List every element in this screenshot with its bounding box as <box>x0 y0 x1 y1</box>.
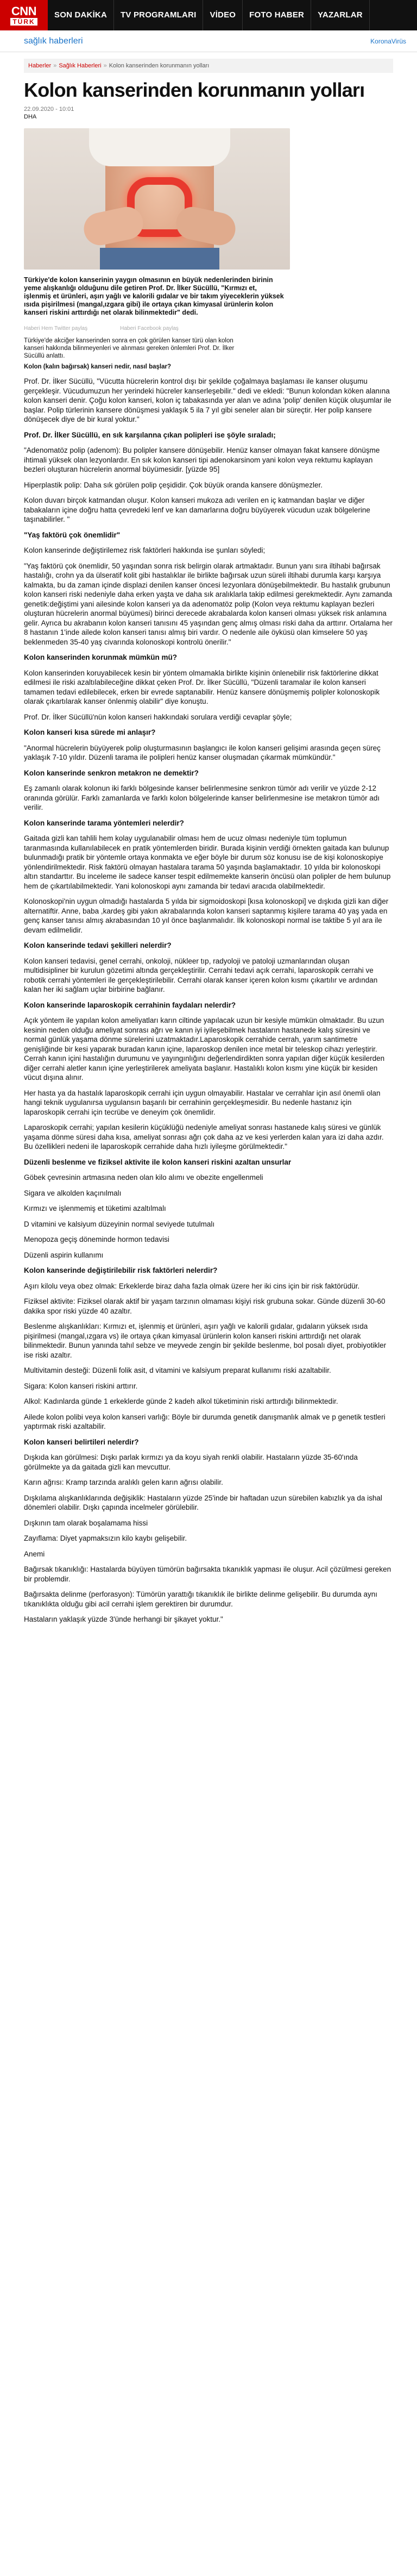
breadcrumb-separator: » <box>53 62 57 69</box>
article-subheading: "Yaş faktörü çok önemlidir" <box>24 530 121 539</box>
nav-tv-programlari[interactable]: TV PROGRAMLARI <box>114 0 203 30</box>
article-paragraph: Bağırsakta delinme (perforasyon): Tümörün yarattığı tıkanıklık ile birlikte delinme gelişebilir. Bu durumda aynı tıkanıklıkta olduğu gibi acil cerrahi işlem gerektiren bir durumdur. <box>24 1590 378 1608</box>
article-meta <box>24 105 393 121</box>
breadcrumb-current: Kolon kanserinden korunmanın yolları <box>109 62 210 69</box>
article-paragraph: Göbek çevresinin artmasına neden olan kilo alımı ve obezite engellenmeli <box>24 1173 263 1181</box>
article-paragraph: Kolon kanserinde değiştirilemez risk faktörleri hakkında ise şunları söyledi; <box>24 546 266 554</box>
article-paragraph: Beslenme alışkanlıkları: Kırmızı et, işlenmiş et ürünleri, aşırı yağlı ve kalorili gıdalar, gıdaların yüksek ısıda pişirilmesi (mangal,ızgara vs) ile ortaya çıkan kimyasal ürünlerin kolon kanseri riskini arttırdığı net olarak bilinmektedir. Bunun yanında tahıl sebze ve meyvede zengin bir şekilde beslenme, bol posalı diyet, probiyotikler ise riski azaltır. <box>24 1322 387 1359</box>
article-paragraph: Kolonoskopi'nin uygun olmadığı hastalarda 5 yılda bir sigmoidoskopi [kısa kolonoskopi] ve dışkıda gizli kan diğer alternatiftir. Anne, baba ,kardeş gibi yakın akrabalarında kolon kanseri saptanmış kişilere tarama 40 yaş yada en genç kanser tanısı almış akrabasından 10 yıl önce başlanmalıdır. İlk kolonoskopi normal ise taktibe 5 yıl ara ile devam edilmelidir. <box>24 897 389 934</box>
article-paragraph: D vitamini ve kalsiyum düzeyinin normal seviyede tutulmalı <box>24 1220 215 1228</box>
article-paragraph: Kolon kanseri tedavisi, genel cerrahi, onkoloji, nükleer tıp, radyoloji ve patoloji uzmanlarından oluşan multidisipliner bir kurulun gözetimi altında gerçekleştirilir. Cerrahi tedavi açık cerrahi, laparoskopik cerrahi ve robotik cerrahi yöntemleri ile gerçekleştirilebilir. Cerrahi olarak kanser içeren kolon kısmı çıkartılır ve ardından kalan her iki sağlam uçlar birbirine bağlanır. <box>24 956 378 993</box>
article-subheading: Kolon kanserinde laparoskopik cerrahinin faydaları nelerdir? <box>24 1001 236 1009</box>
article-paragraph: Dışkılama alışkanlıklarında değişiklik: Hastaların yüzde 25'inde bir haftadan uzun sürebilen kabızlık ya da ishal dönemleri olabilir. Dışkı çapında incelmeler görülebilir. <box>24 1493 382 1511</box>
article-paragraph: Laparoskopik cerrahi; yapılan kesilerin küçüklüğü nedeniyle ameliyat sonrası hastanede kalış süresi ve günlük yaşama dönme süresi daha kısa, ameliyat sonrası ağrı çok daha az ve kesi yerlerden kalan yara izi daha azdır. Bu özellikleri nedeni ile laparoskopik cerrahide daha hızlı iyileşme görülmektedir." <box>24 1123 384 1151</box>
share-twitter-link[interactable]: Haberi Hem Twitter paylaş <box>24 326 88 332</box>
article-date: 22.09.2020 - 10:01 <box>24 106 74 112</box>
hero-pants-shape <box>100 248 219 270</box>
top-navigation-bar <box>0 0 417 30</box>
article-paragraph: Sigara: Kolon kanseri riskini arttırır. <box>24 1381 138 1390</box>
article-subheading: Kolon kanseri kısa sürede mi anlaşır? <box>24 728 156 736</box>
logo-text-cnn: CNN <box>11 4 37 18</box>
article-paragraph: Alkol: Kadınlarda günde 1 erkeklerde günde 2 kadeh alkol tüketiminin riski arttırdığı bilinmektedir. <box>24 1397 338 1405</box>
article-hero-image <box>24 128 290 270</box>
article-paragraph: Her hasta ya da hastalık laparoskopik cerrahi için uygun olmayabilir. Hastalar ve cerrahlar için asıl önemli olan hangi teknik uygulanırsa uygulansın başarılı bir cerrahinin gerçekleşmesidir. Bu nedenle hastanız için laparoskopik cerrahi için tecrübe ve deneyim çok önemlidir. <box>24 1089 381 1116</box>
article-paragraph: "Yaş faktörü çok önemlidir, 50 yaşından sonra risk belirgin olarak artmaktadır. Bunun yanı sıra iltihabi bağırsak hastalığı, crohn ya da ülseratif kolit gibi hastalıklar ile birlikte bağırsak uzun süreli iltihabi durumla karşı karşıya kalmakta, bu da zaman içinde displazi denilen kanser öncesi lezyonlara dönüşebilmektedir. Bu hastalık grubunun kolon kanseri riski nedeniyle daha erken yaşta ve daha sık aralıklarla takip edilmesi gerekmektedir. Aynı zamanda genetik:değiştimi yani ailesinde kolon kanseri ya da adenomatöz polip (Kolon veya rektumu kaplayan bezleri oluşturan hücrelerin anormal büyümesi) birinci derecede akrabalarda kolon kanseri olması yüksek risk anlamına gelir. Ayrıca bu akrabanın kolon kanseri tanısını 45 yaşından genç almış olması riski daha da arttırır. Ortalama her 8 hastanın 1'inde ailede kolon kanseri tanısı almış biri vardır. O nedenle aile öyküsü olan kimselere 50 yaş beklenmeden 35-40 yaş civarında kolonoskopi kontrolü önerilir." <box>24 561 393 646</box>
article-paragraph: Eş zamanlı olarak kolonun iki farklı bölgesinde kanser belirlenmesine senkron tümör adı verilir ve yüzde 2-12 oranında görülür. Farklı zamanlarda ve farklı kolon bölgelerinde kanser belirlenmesine ise metakron tümör adı verilir. <box>24 784 380 811</box>
article-paragraph: Dışkının tam olarak boşalamama hissi <box>24 1518 148 1527</box>
article-subheading: Kolon kanserinden korunmak mümkün mü? <box>24 653 178 661</box>
nav-son-dakika[interactable]: SON DAKİKA <box>48 0 114 30</box>
article-source: DHA <box>24 114 37 120</box>
article-paragraph: Aşırı kilolu veya obez olmak: Erkeklerde biraz daha fazla olmak üzere her iki cins için bir risk faktörüdür. <box>24 1281 360 1290</box>
nav-yazarlar[interactable]: YAZARLAR <box>311 0 370 30</box>
article-paragraph: Fiziksel aktivite: Fiziksel olarak aktif bir yaşam tarzının olmaması kişiyi risk grubuna sokar. Günde düzenli 30-60 dakika spor riski yüzde 40 azaltır. <box>24 1297 386 1315</box>
article-subheading: Kolon kanseri belirtileri nelerdir? <box>24 1437 139 1446</box>
article-paragraph: Hiperplastik polip: Daha sık görülen polip çeşididir. Çok büyük oranda kansere dönüşmezler. <box>24 480 323 489</box>
article-paragraph: Prof. Dr. İlker Sücüllü'nün kolon kanseri hakkındaki sorulara verdiği cevaplar şöyle; <box>24 712 292 721</box>
nav-foto-haber[interactable]: FOTO HABER <box>243 0 311 30</box>
hero-shirt-shape <box>89 128 230 166</box>
logo-text-turk: TÜRK <box>10 18 37 26</box>
share-facebook-link[interactable]: Haberi Facebook paylaş <box>120 326 179 332</box>
article-body <box>24 377 393 1624</box>
article-paragraph: "Adenomatöz polip (adenom): Bu polipler kansere dönüşebilir. Henüz kanser olmayan fakat kansere dönüşme ihtimali yüksek olan lezyonlardır. En sık kolon kanseri tipi adenokarsinom yani kolon veya rektumu kaplayan bezleri oluşturan hücrelerin anormal büyümesidir. [yüzde 95] <box>24 446 380 473</box>
article-paragraph: Sigara ve alkolden kaçınılmalı <box>24 1189 122 1197</box>
share-links <box>24 326 393 332</box>
article-subheading: Prof. Dr. İlker Sücüllü, en sık karşılanna çıkan polipleri ise şöyle sıraladı; <box>24 430 276 439</box>
article-paragraph: Ailede kolon polibi veya kolon kanseri varlığı: Böyle bir durumda genetik danışmanlık almak ve p genetik testleri yaptırmak riski azaltabilir. <box>24 1412 386 1430</box>
article-paragraph: Gaitada gizli kan tahlili hem kolay uygulanabilir olması hem de ucuz olması nedeniyle tüm toplumun taranmasında kullanılabilecek en pratik yöntemlerden biridir. Burada kişinin verdiği örnekten gaitada kan bulunup bulunmadığı pratik bir yöntemle ortaya konmakta ve eğer böyle bir durum söz konusu ise de kişi kolonoskopiye yönlendirilmektedir. Risk faktörü olmayan hastalara tarama 50 yaşında başlamaktadır. 10 yılda bir kolonoskopi altın standarttır. Bu inceleme ile sadece kanser tespit edilmemekte kanserin öncüsü olan polipler de hem bulunup hem de çıkartılabilmektedir. Yani kolonoskopi aynı zamanda bir tedavi aracıda olabilmektedir. <box>24 834 391 890</box>
main-nav <box>48 0 370 30</box>
article-paragraph: Açık yöntem ile yapılan kolon ameliyatları karın ciltinde yapılacak uzun bir kesiyle mümkün olmaktadır. Bu uzun kesinin neden olduğu ameliyat sonrası ağrı ve kanın iyi iyileşebilmek hastaların hastanede kalış süresini ve normal günlük yaşama dönme sürelerini uzatmaktadır.Laparoskopik cerrahide cerrah, yarım santimetre genişliğinde bir kesi yaparak buradan kanın içine, laparoskop denilen ince metal bir teleskop cihazı yerleştirir. Cerrah kanın içini hastalığın durumunu ve yayıngınlığını değerlendirdikten sonra yapılan diğer küçük kesilerden diğer cerrahi aletler kanın içine yerleştirilerek ameliyata başlanır. Hastalıklı kolon kısmı yine küçük bir kesiden vücut dışına alınır. <box>24 1016 385 1081</box>
article-paragraph: Düzenli aspirin kullanımı <box>24 1251 104 1259</box>
breadcrumb-separator: » <box>103 62 107 69</box>
breadcrumb <box>24 59 393 73</box>
article-paragraph: Menopoza geçiş döneminde hormon tedavisi <box>24 1235 169 1243</box>
breadcrumb-haberler[interactable]: Haberler <box>28 62 52 69</box>
category-bar <box>0 30 417 52</box>
article-subheading: Kolon kanserinde tedavi şekilleri nelerdir? <box>24 941 172 949</box>
article-paragraph: Kırmızı ve işlenmemiş et tüketimi azaltılmalı <box>24 1204 166 1212</box>
category-link[interactable]: sağlık haberleri <box>24 36 83 46</box>
article-paragraph: Kolon duvarı birçok katmandan oluşur. Kolon kanseri mukoza adı verilen en iç katmandan başlar ve diğer tabakaların içine doğru hatta çevredeki lenf ve kan damarlarına doğru büyüyerek vücudun uzak bölgelerine taşınabilirler. " <box>24 496 370 523</box>
article-paragraph: Prof. Dr. İlker Sücüllü, "Vücutta hücrelerin kontrol dışı bir şekilde çoğalmaya başlaması ile kanser oluşumu gerçekleşir. Vücudumuzun her yerindeki hücreler kanserleşebilir." dedi ve ekledi: "Bunun kolondan köken alanına kolon kanseri denir. Çoğu kolon kanseri, kolon iç tabakasında yer alan ve adına 'polip' denilen küçük oluşumlar ile başlar. Polip türlerinin kansere dönüşmesi yaklaşık 5 ila 7 yıl gibi seneler alan bir süreçtir. Her polip kansere dönüşecek diye de bir kural yoktur." <box>24 377 391 423</box>
article-paragraph: Bağırsak tıkanıklığı: Hastalarda büyüyen tümörün bağırsakta tıkanıklık yapması ile oluşur. Acil çözülmesi gereken bir problemdir. <box>24 1565 391 1583</box>
article-paragraph: Zayıflama: Diyet yapmaksızın kilo kaybı gelişebilir. <box>24 1534 187 1542</box>
article-title: Kolon kanserinden korunmanın yolları <box>24 79 365 101</box>
breadcrumb-saglik-haberleri[interactable]: Sağlık Haberleri <box>59 62 102 69</box>
article-paragraph: Kolon kanserinden koruyabilecek kesin bir yöntem olmamakla birlikte kişinin önlenebilir risk faktörlerine dikkat edilmesi ile riski azaltılabileceğine dikkat çeken Prof. Dr. İlker Sücüllü, "Düzenli taramalar ile kolon kanseri tamamen tedavi edilebilecek, erken bir evrede saptanabilir. Henüz kansere dönüşmemiş polipler kolonoskopik olarak çıkartılarak kanser önlenmiş olabilir" diye konuştu. <box>24 668 380 705</box>
article-paragraph: Karın ağrısı: Kramp tarzında aralıklı gelen karın ağrısı olabilir. <box>24 1478 223 1486</box>
article-subheading: Kolon kanserinde senkron metakron ne demektir? <box>24 768 199 777</box>
article-lead: Türkiye'de kolon kanserinin yaygın olmasının en büyük nedenlerinden birinin yeme alışkanlığı olduğunu dile getiren Prof. Dr. İlker Sücüllü, "Kırmızı et, işlenmiş et ürünleri, aşırı yağlı ve kalorili gıdalar ve bir takım yiyeceklerin yüksek ısıda pişirilmesi (mangal,ızgara gibi) ile ortaya çıkan kimyasal ürünlerin kolon kanseri riskini arttırdığı net olarak bilinmektedir" dedi. <box>24 276 284 316</box>
article-subheading: Kolon kanserinde tarama yöntemleri nelerdir? <box>24 818 184 827</box>
article-paragraph: Multivitamin desteği: Düzenli folik asit, d vitamini ve kalsiyum preparat kullanımı riski azaltabilir. <box>24 1366 331 1374</box>
koronavirus-link[interactable]: KoronaVirüs <box>370 37 406 45</box>
article-intro-question: Kolon (kalın bağırsak) kanseri nedir, nasıl başlar? <box>24 364 171 370</box>
article-subheading: Kolon kanserinde değiştirilebilir risk faktörleri nelerdir? <box>24 1266 218 1274</box>
article-subheading: Düzenli beslenme ve fiziksel aktivite ile kolon kanseri riskini azaltan unsurlar <box>24 1158 292 1166</box>
nav-video[interactable]: VİDEO <box>203 0 243 30</box>
article-intro: Türkiye'de akciğer kanserinden sonra en çok görülen kanser türü olan kolon kanseri hakkında bilinmeyenleri ve alınması gereken önlemleri Prof. Dr. İlker Sücüllü anlattı. <box>24 337 235 359</box>
article-paragraph: Dışkıda kan görülmesi: Dışkı parlak kırmızı ya da koyu siyah renkli olabilir. Hastaların yüzde 35-60'ında görülmekte ya da gaitada gizli kan mevcuttur. <box>24 1453 358 1471</box>
article-container <box>0 59 417 1624</box>
article-paragraph: Anemi <box>24 1549 45 1558</box>
article-paragraph: "Anormal hücrelerin büyüyerek polip oluşturmasının başlangıcı ile kolon kanseri gelişimi arasında geçen süreç yaklaşık 7-10 yıldır. Düzenli tarama ile polipleri henüz kanser oluşmadan çıkarmak mümkündür." <box>24 743 381 761</box>
cnn-turk-logo[interactable] <box>0 0 48 30</box>
article-paragraph: Hastaların yaklaşık yüzde 3'ünde herhangi bir şikayet yoktur." <box>24 1615 223 1623</box>
